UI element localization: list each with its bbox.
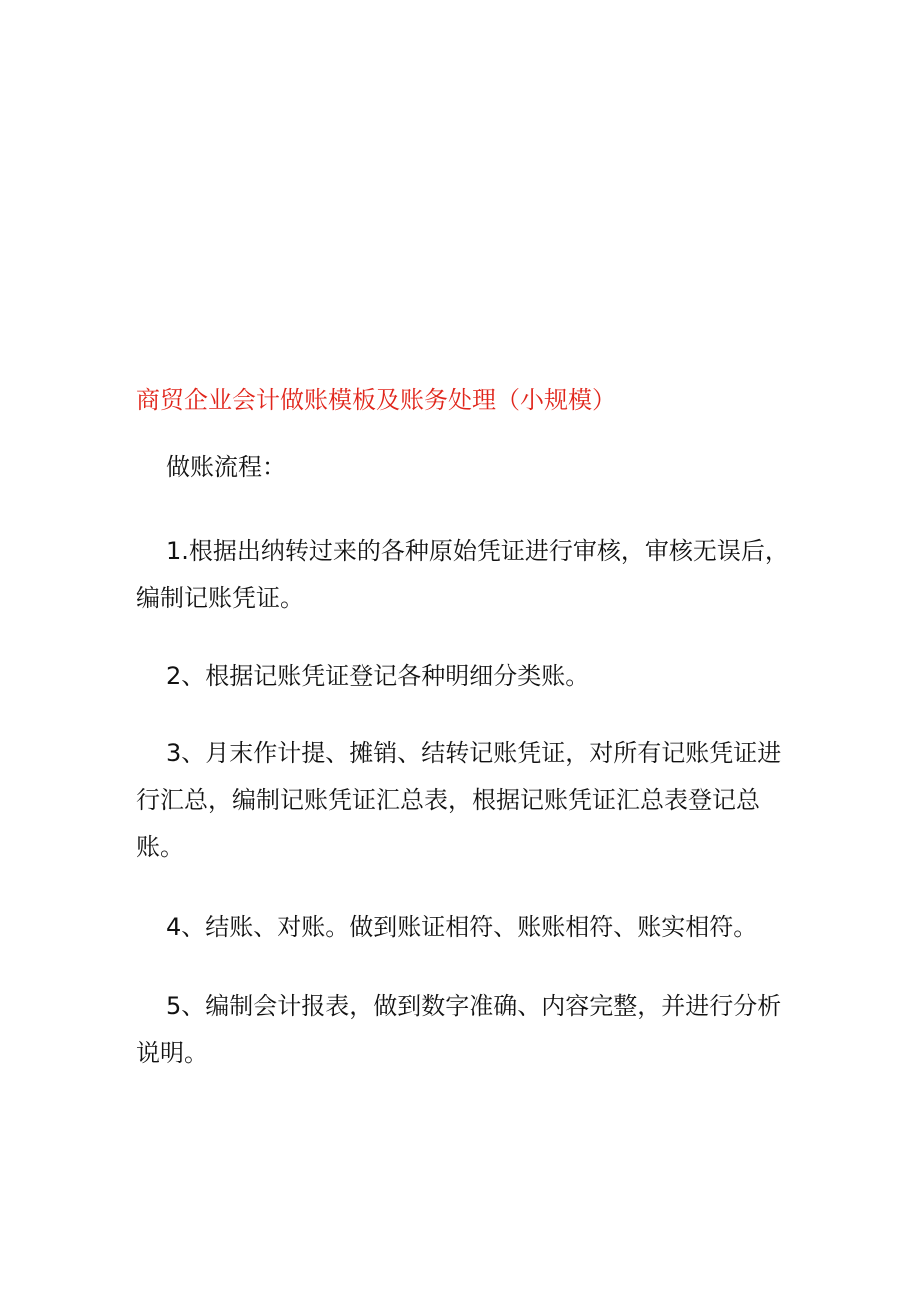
process-step-4: 4、结账、对账。做到账证相符、账账相符、账实相符。 [166, 913, 758, 941]
process-heading: 做账流程： [166, 453, 286, 481]
process-step-2: 2、根据记账凭证登记各种明细分类账。 [166, 662, 590, 690]
process-step-1: 1.根据出纳转过来的各种原始凭证进行审核，审核无误后，编制记账凭证。 [136, 537, 789, 612]
document-title: 商贸企业会计做账模板及账务处理（小规模） [136, 386, 616, 414]
process-step-5: 5、编制会计报表，做到数字准确、内容完整，并进行分析说明。 [136, 992, 782, 1067]
process-step-3: 3、月末作计提、摊销、结转记账凭证，对所有记账凭证进行汇总，编制记账凭证汇总表，根据记账凭证汇总表登记总账。 [136, 739, 782, 861]
